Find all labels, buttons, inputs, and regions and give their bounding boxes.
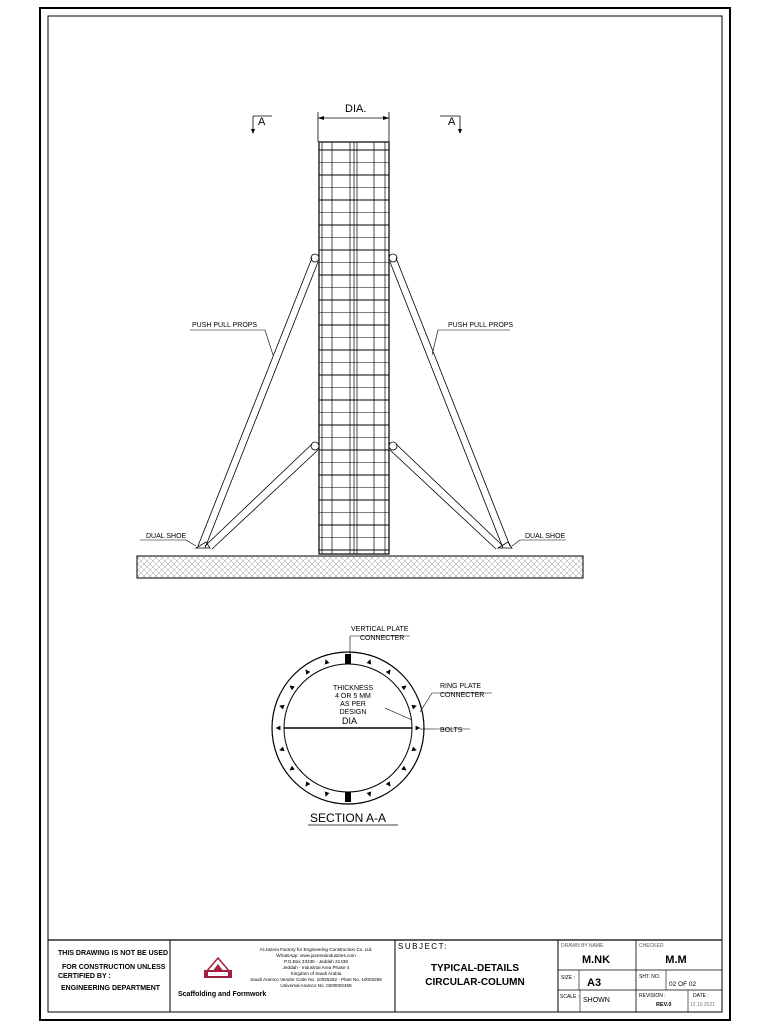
company-tagline: Scaffolding and Formwork	[178, 991, 267, 998]
thickness-line-2: 4 OR 5 MM	[335, 693, 371, 700]
bolt-marker	[279, 747, 284, 752]
bolt-marker	[289, 766, 294, 771]
bolt-marker	[386, 669, 391, 674]
size-value: A3	[587, 977, 602, 989]
company-line-4: Jeddah - Industrial Area Phase 4	[282, 965, 350, 970]
scale-value: SHOWN	[583, 997, 610, 1004]
subject-label: SUBJECT:	[398, 942, 448, 951]
ring-plate-label-1: RING PLATE	[440, 683, 482, 690]
bolt-marker	[276, 726, 281, 731]
revision-label: REVISION :	[639, 993, 666, 999]
dual-shoe-left-label: DUAL SHOE	[146, 533, 187, 540]
company-line-1: Al-Jazera Factory for Engineering Construction Co. Ltd.	[259, 947, 373, 952]
date-value: 12.10.2021	[690, 1002, 716, 1008]
sheet-no-label: SHT. NO.	[639, 974, 661, 980]
bolt-marker	[401, 685, 406, 690]
bolt-marker	[416, 726, 421, 731]
bolt-marker	[401, 766, 406, 771]
size-label: SIZE :	[561, 975, 575, 981]
ground-slab	[137, 556, 583, 578]
notice-line-3: CERTIFIED BY :	[58, 973, 111, 980]
checked-label: CHECKED	[639, 943, 664, 949]
bolt-marker	[367, 792, 372, 797]
date-label: DATE :	[693, 993, 709, 999]
push-pull-props-right-label: PUSH PULL PROPS	[448, 322, 514, 329]
bolt-marker	[386, 781, 391, 786]
sheet-no-value: 02 OF 02	[669, 981, 697, 988]
vertical-plate-label-2: CONNECTER	[360, 635, 405, 642]
thickness-line-1: THICKNESS	[332, 685, 374, 692]
bolt-marker	[305, 669, 310, 674]
bolt-marker	[305, 781, 310, 786]
company-logo-icon	[204, 958, 232, 978]
thickness-line-4: DESIGN	[339, 709, 367, 716]
bolt-marker	[289, 685, 294, 690]
subject-line-2: CIRCULAR-COLUMN	[425, 977, 525, 988]
section-a-a	[272, 626, 492, 825]
ring-plate-label-2: CONNECTER	[440, 692, 485, 699]
revision-value: REV.0	[656, 1002, 672, 1008]
bolt-marker	[279, 705, 284, 710]
checked-value: M.M	[665, 954, 687, 966]
notice-line-4: ENGINEERING DEPARTMENT	[61, 985, 161, 992]
notice-line-2: FOR CONSTRUCTION UNLESS	[62, 964, 166, 971]
bolt-marker	[412, 747, 417, 752]
thickness-line-3: AS PER	[340, 701, 366, 708]
bolt-marker	[325, 659, 330, 664]
bolts-label: BOLTS	[440, 727, 463, 734]
drawn-by-value: M.NK	[581, 954, 611, 966]
company-line-5: Kingdom of Saudi Arabia	[290, 971, 342, 976]
section-mark-right: A	[448, 116, 456, 128]
notice-line-1: THIS DRAWING IS NOT BE USED	[58, 950, 169, 957]
company-line-3: P.O.Box 33335 - Jeddah 21438	[284, 959, 348, 964]
dual-shoe-right-label: DUAL SHOE	[525, 533, 566, 540]
scale-label: SCALE :	[560, 994, 580, 1000]
drawn-by-label: DRAWN BY NAME	[561, 943, 604, 949]
section-dia-label: DIA	[342, 716, 358, 726]
company-line-7: Universal Aramco No. 0200002465	[280, 983, 352, 988]
subject-line-1: TYPICAL-DETAILS	[430, 963, 520, 974]
section-title: SECTION A-A	[310, 811, 387, 825]
bolt-marker	[412, 705, 417, 710]
bolt-marker	[367, 659, 372, 664]
section-mark-left: A	[258, 116, 266, 128]
dia-label: DIA.	[345, 103, 367, 115]
bolt-marker	[325, 792, 330, 797]
push-pull-props-left-label: PUSH PULL PROPS	[192, 322, 258, 329]
vertical-plate-label-1: VERTICAL PLATE	[351, 626, 409, 633]
column-elevation	[137, 103, 583, 578]
company-line-6: Saudi Aramco Vendor Code No. 10025282 - Plant No. 10003268	[250, 977, 382, 982]
company-line-2: WhatsApp: www.jazeeraindustries.com	[276, 953, 356, 958]
